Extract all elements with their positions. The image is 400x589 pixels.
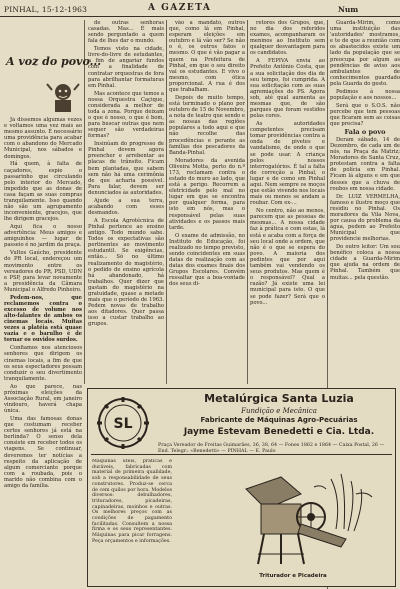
- ad-tagline: Fabricante de Máquinas Agro-Pecuárias: [200, 416, 358, 424]
- issue-date: PINHAL, 15-12-1963: [4, 5, 88, 14]
- ad-subtitle: Fundição e Mecânica: [241, 407, 317, 415]
- paragraph: A Escola Agrotécnica de Pinhal pertence ao ensino antigo. Todo mundo sabe. Todos os expectativas são pertinentes ao movimento estudantil. Se exigências, então... Só no último realizamento do magistério, o pedido de ensino agrícola há abandonado, há trabalhos. Quer dizer que gastam do magistério na gratuidade, quase a metade mais que o período de 1963. Pedem novas de trabalho aos ditadores. Quer passa isso a custar trabalho ao grupos.: [88, 217, 164, 328]
- paragraph: Insinúam do progresso de Pinhal devem agora preencher e arrebentar as placas de trânsito. Ficam bem plantadas, que sabem sem não há uma cerimônia de que acharia possível. Para falar, devem ser denunciados às autoridades.: [88, 141, 164, 196]
- paragraph: A FEPIVA envia ao Prefeito Antônio Costa, que a sua solicitação dos dia de seu tempo, foi cumprida. A sua solicitação com as suas agremiações do PS. Agora sob, até qual aumenta as mesmas que, de são parques que foram vestidos pelas cores.: [250, 58, 325, 120]
- column-divider: [166, 20, 167, 384]
- ad-divider: [91, 454, 392, 455]
- page-number-label: Num: [338, 5, 359, 14]
- paragraph: Aqui fica o nosso advertência: Meus amigos e amiguinhos — lugar de passeio é no jardim da praça.: [4, 224, 82, 249]
- paragraph: Vultos Gaúcho, presidente do PR local, endereçou um movimento entre os vereadores do PR, PSD, UDN e PSP, para levar novamente a presidência da Câmara Municipal o Alfredo Pinheiro.: [4, 250, 82, 293]
- paragraph: As autoridades competentes precisam tomar providências contra a onda de pivetes e vandalismo, de onde o que se pode usar. A criança pelos nossos interrogatórios. É tal a falta de correção a Pinhal, o lugar e de como em Pinhal aqui. Nem sempre os moços que estão vivendo nos locais mais ou menos se andam a roubar. Com ex-...: [250, 121, 325, 207]
- paragraph: Já dissemos algumas vezes e voltamos uma vez mais ao mesmo assunto. É necessário uma providência para acabar com o abandono do Mercado Municipal, nos sábados e domingos.: [4, 117, 82, 160]
- paragraph: O exame de admissão, no Instituto de Educação, foi realizado no tempo previsto, sendo coincidentes em suas datas de realização com as datas dos exames finais dos Grupos Escolares. Convém ressaltar que a boa-vontade dos seus di-: [169, 232, 245, 288]
- paragraph: Ao que parece, nas próximas eleições da Associação Rural, em janeiro vindouro, haverá chapa única.: [4, 383, 82, 415]
- newspaper-title: A GAZETA: [148, 3, 212, 13]
- paragraph: Temos visto na cidade, livre-do-livre de estudantes, a fim de angariar fundos com a finalidade de contratar orquestras de fora para abrilhantar formaturas em Pinhal.: [88, 46, 164, 89]
- column-1-text: [4, 117, 82, 587]
- paragraph: Do outro leitor: Um sou benéfico coloca a nossa cidade a Guarda-Mirim que ajuda na ordem de Pinhal. Também que muitas... pela questão.: [330, 244, 400, 281]
- machine-illustration: [206, 469, 376, 569]
- paragraph: Há quem, à falta de caçadores, espie o passarinho que circulando pelo interior do Mercado, impedido que as donas de casa façam as suas compras tranquilamente. Isso quando não são um agrupamento inconveniente, gracejos, que lhe dirigem gracejos.: [4, 161, 82, 223]
- logo-monogram: SL: [113, 416, 133, 432]
- paragraph: Uma das famosas donas que costumam receber certos senhores já está na berlinda? O senso dela consiste em receber todos os viagens. Se continuar, deveremos ter notícias a respeito da aplicação de algum comerciante porque com a roubada, pois o marido não combina com o amigo da família.: [4, 415, 82, 490]
- ad-address: Praça Vereador de Freitas Guimarães, 36, 38, 64 — Fones 1862 e 1864 — Caixa Postal, 26 — End. Telegr.: «Benedetti» — PINHAL — E. Paulo: [158, 443, 385, 454]
- paragraph: Será que o S.O.S. não percebe que tem pessoas que ficaram sem as coisas que precisa?: [330, 102, 400, 128]
- paragraph: Pedimos à nossa população e aos nossos...: [330, 88, 400, 101]
- column-3-text: [169, 20, 245, 384]
- column-divider: [247, 20, 248, 384]
- ad-body-text: Máquinas úteis, práticas e duráveis, fabricadas com material de primeira qualidade, sob a responsabilidade de seus construtores. Produz-se cerca de cem quilos por hora. Modelos diversos: debulhadores, trituradores, picadeiras, capinadeiras, moinhos e outras. Os melhores preços com as condições de pagamento facilitadas. Consultem a nossa firma e os seus representantes. Máquinas para picar forragens. Peça orçamentos e informações.: [92, 459, 172, 544]
- paragraph: Ajude a sua terra, acabando com esses desmandos.: [88, 197, 164, 216]
- paragraph: de outras senhoras casadas. Mas... É mais sendo perguntado a quem fala de lhes dar o mundo.: [88, 20, 164, 45]
- ad-firm-name: Jayme Estevam Benedetti e Cia. Ltda.: [183, 427, 375, 437]
- paragraph: vão a mandato, outros que, como lá em Pinhal, esperam eleições em outubro e lá vão ser? Se não o é, os outros fatos o mesmo. O que é vão pagar a quem na Prefeitura de Pinhal, em que o seu direito vai os estudantes. E vivo o mesmo, com ótica proporcional. A rua é dos que trabalham.: [169, 20, 245, 94]
- column-4-text: [250, 20, 325, 384]
- column-divider: [84, 20, 85, 384]
- paragraph: No centro, não ao menos, parecem que as pessoas de mesmas... A nossa cidade faz à prática e com estas, lá está e acaba com a força de seu local onde a ordem, que não é o que se espera do povo. A maioria dos pedintes que por aqui também vai vendendo os seus produtos. Mas quem é o responsável? Qual a razão? Já existe uma lei municipal para isto. O que se pode fazer? Será que o povo...: [250, 208, 325, 306]
- advertisement-box: [87, 388, 396, 587]
- paragraph: Confiamos nos atenciosos senhores que dirigem os cinemas locais, a fim de que os seus espectadores possam conduzir o seu divertimento tranquilamente.: [4, 345, 82, 382]
- paragraph: Moradores da avenida Oliveira Motta, perto do n.º 173, reclamam contra o estado do muro ao lado, que está a perigo. Recorrem a eletricidade pelo mal no lugar em que se encontra por qualquer forma, para isto em nós, mas o responsável pelas suas atividades e os passos mais tarde.: [169, 157, 245, 231]
- paragraph: Mas acontece que temos a nossa Orquestra Caçique, considerada a melhor de toda a zona. Porque deixam o que é nosso, o que é bom, para buscar outras que nem sequer são verdadeiras formas?: [88, 90, 164, 140]
- paragraph: Deram sábado, 14 de Dezembro, de cada um de nós, na Praça da Matriz; Moradores de Santa Cruz, protestam contra a falta de polícia em Pinhal. Ficam lá alguns e em que desses que a chuva de roubos em nossa cidade.: [330, 136, 400, 192]
- company-logo: [94, 395, 152, 451]
- section-heading: Fala o povo: [344, 127, 386, 136]
- paragraph: retores dos Grupos, que, no dia dos referidos exames, acompanharam os meninos ao Instituto sem qualquer desvantagem para os candidatos.: [250, 20, 325, 57]
- paragraph: Dr. LUIZ VERMELHA, famoso e ilustre moço que residiu no Pinhal. Os moradores da Vila Nova, por causa do problema da água, pedem ao Prefeito Municipal que providencie melhorias.: [330, 193, 400, 243]
- ad-machine-caption: Triturador e Picadeira: [259, 573, 327, 579]
- paragraph: Guarda-Mirim, como uma instituição das 'autoridades' mostramos, e te de que a reunião com os abastecidos existe um lado da população que se preocupa por algum as pendências de aviso aos ambulantes de conhecimentos guardado pela Guarda do gesto.: [330, 20, 400, 87]
- paragraph: Pedem-nos, que reclamemos contra o excesso de volume nos alto-falantes de ambos os cinemas locais. Muitas vezes a platéia está quase vazia e o barulho é de tornar os ouvidos surdos.: [4, 294, 82, 344]
- header-rule: [0, 16, 400, 17]
- ad-company-name: Metalúrgica Santa Luzia: [204, 392, 354, 405]
- cartoon-illustration: [43, 80, 83, 114]
- column-title: A voz do povo...: [6, 55, 102, 68]
- paragraph: Depois de muito tempo, está terminado o plano por outubro de 15 de Novembro, a nota de teatro que sendo e as nossas das regiões populares a todo aqui e que não recolhe das procedências e perante as famílias dos pescadores da Banda-Pinhal.: [169, 94, 245, 156]
- column-2-text: [88, 20, 164, 384]
